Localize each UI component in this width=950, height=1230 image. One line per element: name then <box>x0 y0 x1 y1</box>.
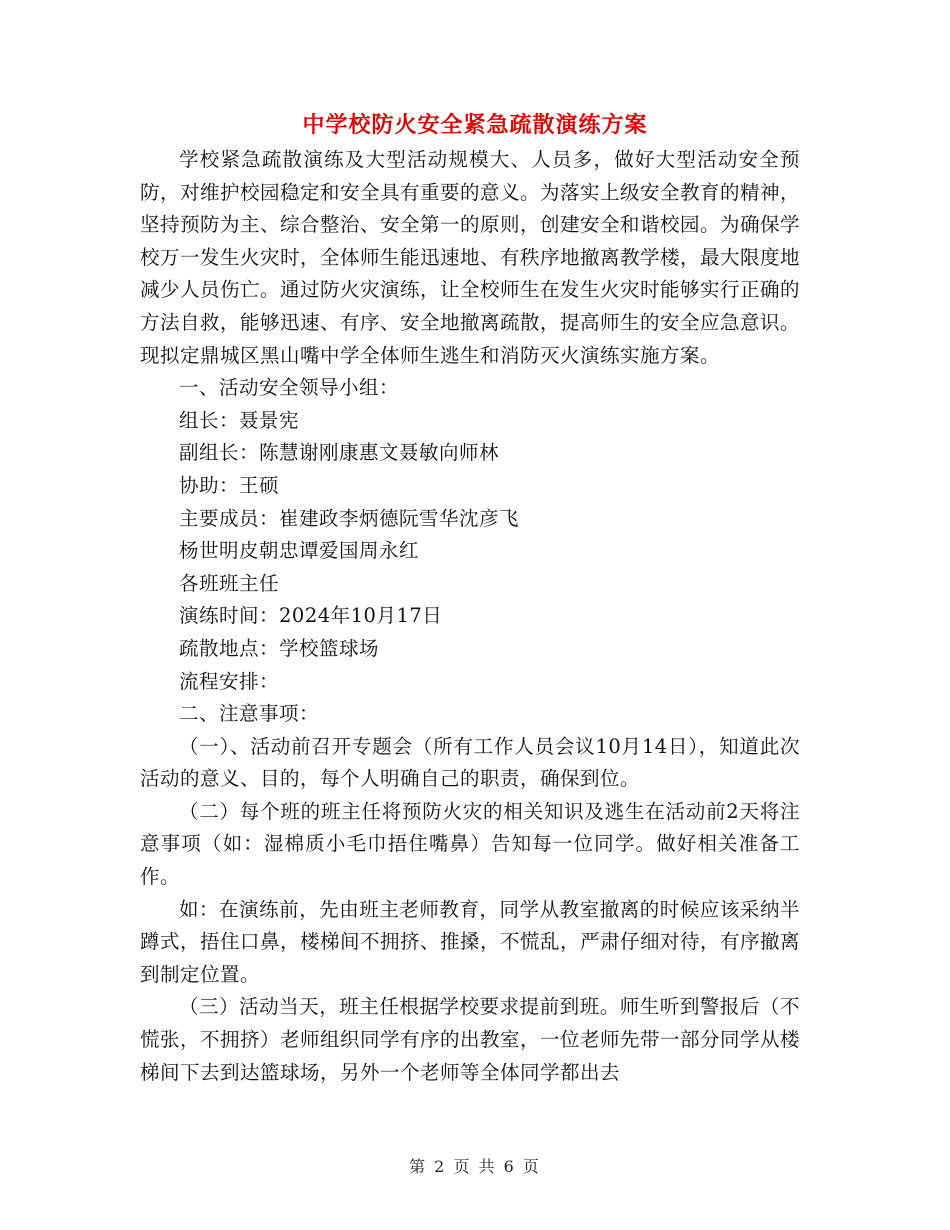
intro-paragraph: 学校紧急疏散演练及大型活动规模大、人员多，做好大型活动安全预防，对维护校园稳定和安全具有重要的意义。为落实上级安全教育的精神，坚持预防为主、综合整治、安全第一的原则，创建安全和谐校园。为确保学校万一发生火灾时，全体师生能迅速地、有秩序地撤离教学楼，最大限度地减少人员伤亡。通过防火灾演练，让全校师生在发生火灾时能够实行正确的方法自救，能够迅速、有序、安全地撤离疏散，提高师生的安全应急意识。现拟定鼎城区黑山嘴中学全体师生逃生和消防灭火演练实施方案。 <box>140 148 801 367</box>
assistant-line: 协助：王硕 <box>179 473 280 497</box>
evacuation-site-line: 疏散地点：学校篮球场 <box>179 636 380 660</box>
note-3-paragraph: （三）活动当天，班主任根据学校要求提前到班。师生听到警报后（不慌张，不拥挤）老师组织同学有序的出教室，一位老师先带一部分同学从楼梯间下去到达篮球场，另外一个老师等全体同学都出去 <box>140 995 801 1084</box>
document-body <box>140 144 800 1089</box>
deputy-leader-line: 副组长：陈慧谢刚康惠文聂敏向师林 <box>179 441 500 465</box>
section-heading-notes: 二、注意事项： <box>179 702 320 726</box>
drill-time-line: 演练时间：2024年10月17日 <box>179 604 443 628</box>
process-line: 流程安排： <box>179 669 280 693</box>
section-heading-leadership: 一、活动安全领导小组： <box>179 376 400 400</box>
members-line-1: 主要成员：崔建政李炳德阮雪华沈彦飞 <box>179 506 520 530</box>
members-line-2: 杨世明皮朝忠谭爱国周永红 <box>179 539 420 563</box>
note-2-paragraph: （二）每个班的班主任将预防火灾的相关知识及逃生在活动前2天将注意事项（如：湿棉质小毛巾捂住嘴鼻）告知每一位同学。做好相关准备工作。 <box>140 799 800 889</box>
class-teachers-line: 各班班主任 <box>179 571 280 595</box>
leader-line: 组长：聂景宪 <box>179 408 300 432</box>
page-indicator: 第 2 页 共 6 页 <box>409 1157 541 1176</box>
document-title: 中学校防火安全紧急疏散演练方案 <box>302 112 648 138</box>
example-paragraph: 如：在演练前，先由班主老师教育，同学从教室撤离的时候应该采纳半蹲式，捂住口鼻，楼梯间不拥挤、推搡，不慌乱，严肃仔细对待，有序撤离到制定位置。 <box>140 897 801 986</box>
note-1-paragraph: （一）、活动前召开专题会（所有工作人员会议10月14日），知道此次活动的意义、目的，每个人明确自己的职责，确保到位。 <box>140 734 800 791</box>
